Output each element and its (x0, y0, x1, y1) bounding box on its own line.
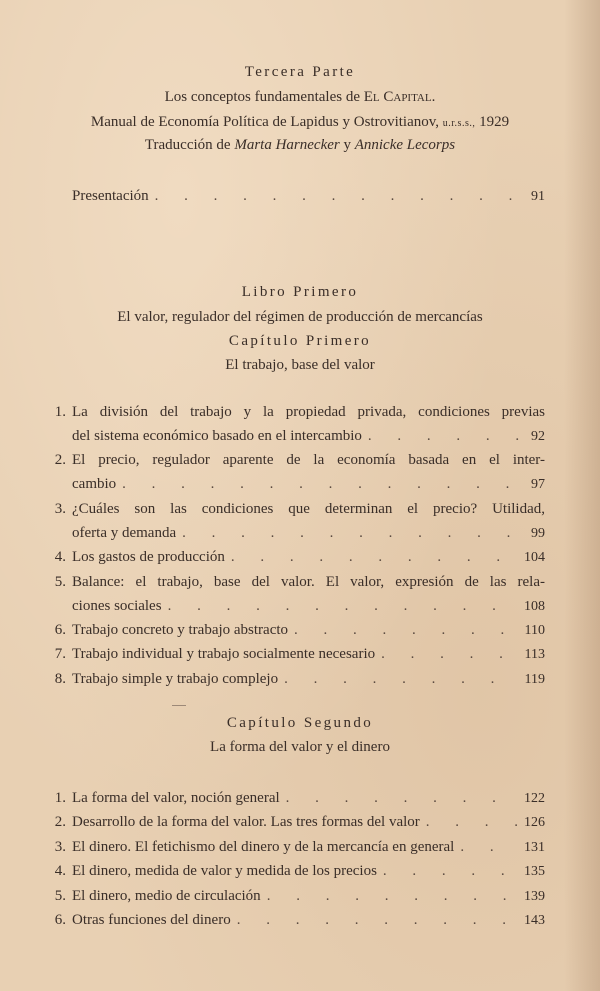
toc-page-number: 99 (531, 525, 545, 541)
book-title (0, 284, 600, 301)
toc-entry-text: El dinero, medio de circulación (72, 887, 261, 904)
toc-line (40, 521, 545, 545)
toc-entry-number: 4. (54, 863, 66, 880)
toc-page-number: 135 (524, 864, 545, 880)
toc-entry-number: 1. (54, 790, 66, 806)
toc-page-number: 122 (524, 791, 545, 806)
toc-entry-text: del sistema económico basado en el intercambio (72, 428, 362, 444)
translation-prefix: Traducción de (144, 137, 231, 153)
chapter-1-title-text: Capítulo Primero (228, 333, 372, 349)
toc-entry-text: oferta y demanda (72, 524, 177, 541)
toc-entry[interactable] (40, 667, 545, 691)
book-subtitle (0, 309, 600, 326)
toc-entry[interactable] (40, 497, 545, 545)
translator-2: Annicke Lecorps (354, 137, 456, 153)
toc-lastline (72, 521, 545, 546)
toc-line (40, 786, 545, 810)
toc-lastline (72, 859, 545, 884)
toc-line (40, 472, 545, 496)
toc-entry[interactable] (40, 859, 545, 883)
toc-entry[interactable] (40, 642, 545, 666)
leader-dots (375, 642, 520, 666)
leader-dots (176, 521, 527, 545)
toc-entry-number: 7. (54, 646, 66, 663)
part-title (0, 64, 600, 81)
toc-lastline (72, 184, 545, 209)
toc-page-number: 108 (524, 598, 545, 614)
toc-entry-number: 6. (54, 912, 66, 928)
toc-entry-text: Desarrollo de la forma del valor. Las tres formas del valor (72, 814, 420, 831)
manual-line (0, 114, 600, 131)
toc-page-number: 143 (524, 913, 545, 928)
toc-page-number: 126 (524, 815, 545, 831)
toc-line (40, 400, 545, 424)
toc-lastline (72, 618, 545, 643)
toc-entry-text: Trabajo individual y trabajo socialmente necesario (72, 646, 376, 663)
toc-entry-text: Trabajo simple y trabajo complejo (72, 670, 279, 687)
toc-line (40, 642, 545, 666)
toc-entry-text: Trabajo concreto y trabajo abstracto (72, 622, 289, 638)
part-subtitle (0, 89, 600, 106)
part-subtitle-book: El Capital. (363, 89, 436, 105)
leader-dots (225, 545, 520, 569)
chapter-2-title (0, 715, 600, 732)
toc-entry[interactable] (40, 545, 545, 569)
translation-line (0, 137, 600, 154)
toc-entry-presentacion[interactable] (40, 184, 545, 208)
leader-dots (288, 618, 520, 642)
toc-line (40, 859, 545, 883)
toc-lastline (72, 642, 545, 667)
toc-entry[interactable] (40, 908, 545, 932)
toc-page-number: 139 (524, 888, 545, 904)
toc-lastline (72, 786, 545, 811)
toc-page-number: 110 (524, 623, 545, 638)
toc-entry-text: cambio (72, 476, 117, 493)
toc-lastline (72, 424, 545, 449)
leader-dots (420, 810, 520, 834)
toc-lastline (72, 472, 545, 497)
toc-line (40, 497, 545, 521)
toc-line (40, 545, 545, 569)
toc-page-number: 131 (524, 839, 545, 855)
toc-line (40, 810, 545, 834)
toc-entry-text: El dinero. El fetichismo del dinero y de la mercancía en general (72, 838, 455, 855)
toc-entry-text: ¿Cuáles son las condiciones que determinan el precio? Utilidad, (72, 500, 545, 517)
toc-page-number: 91 (531, 189, 545, 204)
toc-line (40, 908, 545, 932)
part-title-text: Tercera Parte (244, 64, 356, 80)
toc-line (40, 448, 545, 472)
chapter-1-title (0, 333, 600, 350)
chapter-1-subtitle-text: El trabajo, base del valor (225, 357, 375, 373)
decorative-dash (172, 705, 186, 706)
leader-dots (162, 594, 520, 618)
toc-lastline (72, 667, 545, 692)
toc-line (40, 184, 545, 208)
chapter-2-subtitle (0, 739, 600, 756)
chapter-2-subtitle-text: La forma del valor y el dinero (210, 739, 390, 755)
chapter-2-title-text: Capítulo Segundo (226, 715, 374, 731)
toc-page-number: 97 (531, 477, 545, 493)
toc-entry-text: ciones sociales (72, 597, 162, 614)
toc-page-number: 119 (524, 671, 545, 687)
toc-line (40, 594, 545, 618)
toc-line (40, 884, 545, 908)
toc-entry[interactable] (40, 570, 545, 618)
leader-dots (231, 908, 520, 932)
toc-entry[interactable] (40, 884, 545, 908)
toc-page-number: 104 (524, 550, 545, 566)
toc-entry-number: 3. (54, 500, 66, 517)
toc-entry[interactable] (40, 810, 545, 834)
toc-entry-text: La división del trabajo y la propiedad privada, condiciones previas (72, 404, 545, 420)
leader-dots (362, 424, 527, 448)
book-title-text: Libro Primero (241, 284, 359, 300)
toc-entry-text: Los gastos de producción (72, 549, 225, 566)
toc-line (40, 667, 545, 691)
toc-entry-text: El dinero, medida de valor y medida de los precios (72, 863, 377, 880)
toc-entry-number: 8. (54, 670, 66, 687)
chapter-1-subtitle (0, 357, 600, 374)
manual-line-prefix: Manual de Economía Política de Lapidus y Ostrovitianov, (90, 114, 440, 130)
toc-entry-label: Presentación (72, 188, 149, 204)
toc-entry-number: 5. (54, 887, 66, 904)
toc-entry-number: 1. (54, 404, 66, 420)
toc-entry-text: La forma del valor, noción general (72, 790, 280, 806)
leader-dots (149, 184, 527, 208)
toc-entry[interactable] (40, 786, 545, 810)
toc-line (40, 618, 545, 642)
toc-line (40, 570, 545, 594)
toc-lastline (72, 835, 545, 860)
leader-dots (261, 884, 520, 908)
toc-entry[interactable] (40, 400, 545, 448)
toc-entry-number: 2. (54, 814, 66, 831)
leader-dots (454, 835, 520, 859)
leader-dots (116, 472, 527, 496)
toc-page-number: 113 (524, 647, 545, 663)
manual-line-country: u.r.s.s., (442, 118, 476, 129)
toc-line (40, 835, 545, 859)
toc-entry[interactable] (40, 618, 545, 642)
toc-entry[interactable] (40, 448, 545, 496)
toc-lastline (72, 810, 545, 835)
toc-entry-number: 2. (54, 452, 66, 469)
toc-page-number: 92 (531, 429, 545, 444)
translation-and: y (343, 137, 351, 153)
toc-entry-text: Otras funciones del dinero (72, 912, 231, 928)
toc-lastline (72, 908, 545, 933)
leader-dots (278, 667, 520, 691)
toc-lastline (72, 594, 545, 619)
part-subtitle-prefix: Los conceptos fundamentales de (164, 89, 360, 105)
toc-entry-text: Balance: el trabajo, base del valor. El valor, expresión de las rela- (72, 573, 545, 590)
leader-dots (280, 786, 520, 810)
toc-line (40, 424, 545, 448)
toc-lastline (72, 884, 545, 909)
toc-entry[interactable] (40, 835, 545, 859)
toc-entry-number: 5. (54, 573, 66, 590)
manual-line-year: 1929 (479, 114, 510, 130)
toc-entry-number: 4. (54, 549, 66, 566)
book-subtitle-text: El valor, regulador del régimen de producción de mercancías (117, 309, 483, 325)
toc-entry-number: 3. (54, 838, 66, 855)
toc-entry-text: El precio, regulador aparente de la economía basada en el inter- (72, 452, 545, 469)
toc-entry-number: 6. (54, 622, 66, 638)
leader-dots (377, 859, 520, 883)
translator-1: Marta Harnecker (234, 137, 340, 153)
toc-lastline (72, 545, 545, 570)
